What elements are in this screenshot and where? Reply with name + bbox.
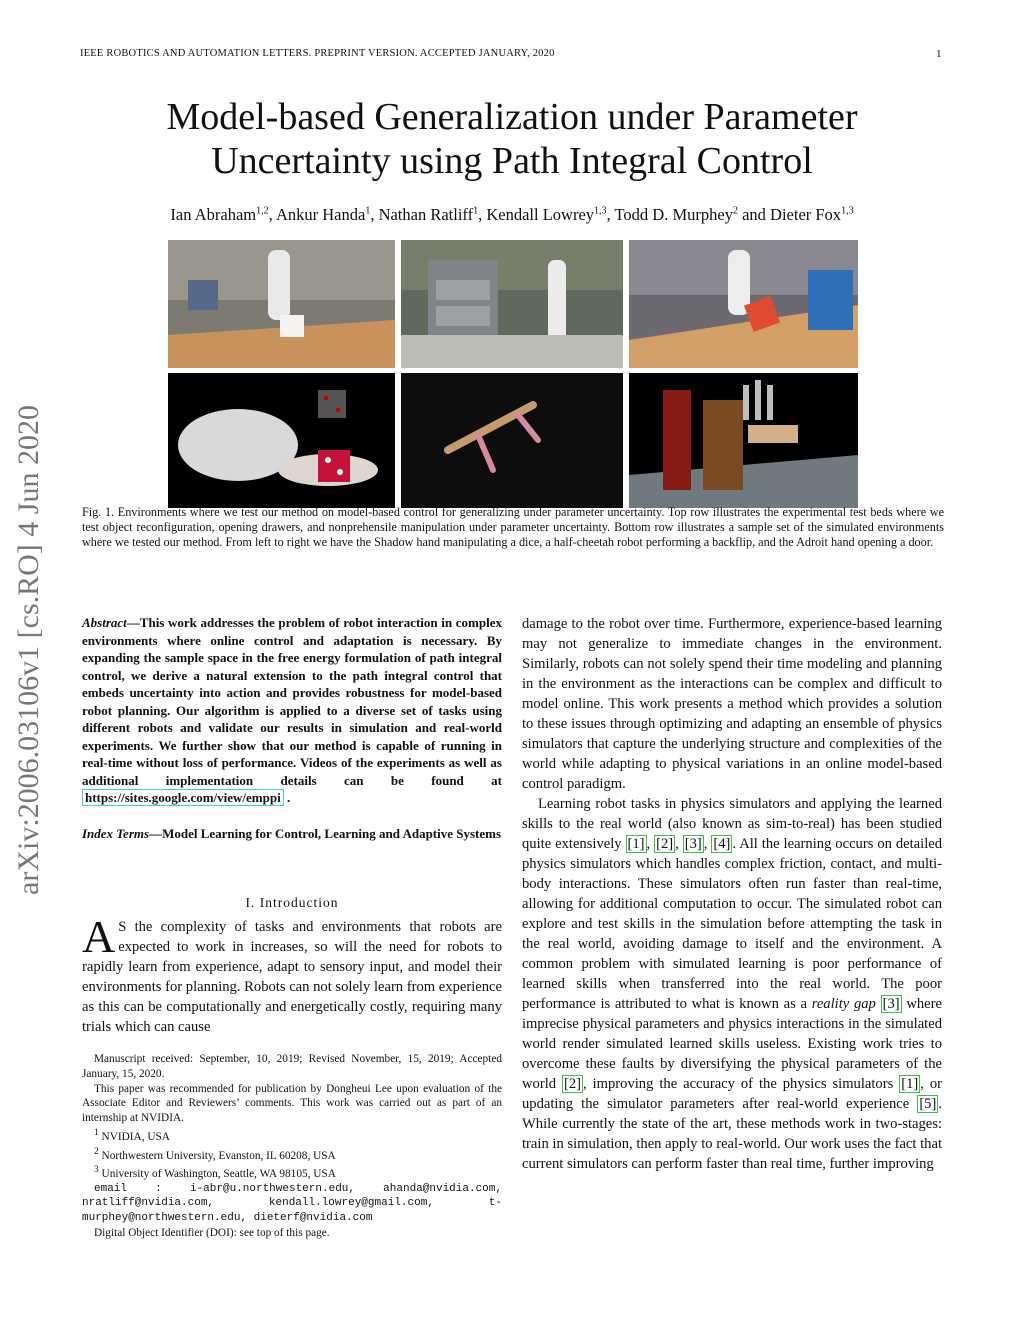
index-terms: Index Terms—Model Learning for Control, Learning and Adaptive Systems xyxy=(82,826,502,841)
citation-link[interactable]: [3] xyxy=(882,996,900,1012)
introduction-paragraph: A S the complexity of tasks and environments that robots are expected to work in increases, so will the need for robots to rapidly learn from experience, adapt to sensory input, and model their environments for planning. Robots can not solely learn from experience as this can be computationally and energetically costly, requiring many trials which can cause xyxy=(82,911,502,1035)
drop-cap: A xyxy=(82,911,116,962)
render-shadow-hand-dice xyxy=(168,373,395,508)
render-adroit-door xyxy=(629,373,858,508)
render-half-cheetah-backflip xyxy=(401,373,623,508)
photo-opening-drawers xyxy=(401,240,623,368)
paper-title: Model-based Generalization under Parameter Uncertainty using Path Integral Control xyxy=(166,96,858,182)
section-heading: I. Introduction xyxy=(245,895,339,910)
running-header: IEEE ROBOTICS AND AUTOMATION LETTERS. PREPRINT VERSION. ACCEPTED JANUARY, 2020 xyxy=(80,48,555,59)
author: Ian Abraham xyxy=(170,205,257,224)
author: Nathan Ratliff xyxy=(378,205,474,224)
footnotes: Manuscript received: September, 10, 2019; Revised November, 15, 2019; Accepted January, 15, 2020. This paper was recommended for publication by Dongheui Lee upon evaluation of the Associate Editor and Reviewers’ comments. This work was carried out as part of an internship at NVIDIA. $^1$ NVIDIA, USA $^2$ Northwestern University, Evanston, IL 60208, USA $^3$ University of Washington, Seattle, WA 98105, USA email : i-abr@u.northwestern.edu, ahanda@nvidia.com, nratliff@nvidia.com, kendall.lowrey@gmail.com, t-murphey@northwestern.edu, dieterf@nvidia.com Digital Object Identifier (DOI): see top of this page. xyxy=(82,1053,502,1240)
author: Dieter Fox xyxy=(770,205,842,224)
citation-link[interactable]: [3] xyxy=(684,836,702,852)
citation-link[interactable]: [1] xyxy=(901,1076,919,1092)
citation-link[interactable]: [1] xyxy=(627,836,645,852)
author: Todd D. Murphey xyxy=(614,205,733,224)
project-link[interactable]: https://sites.google.com/view/emppi xyxy=(82,789,284,806)
arxiv-sidebar-stamp: arXiv:2006.03106v1 [cs.RO] 4 Jun 2020 xyxy=(12,405,45,895)
figure-1-panels xyxy=(168,240,858,508)
citation-link[interactable]: [2] xyxy=(656,836,674,852)
photo-nonprehensile-manipulation xyxy=(629,240,858,368)
right-column-text: damage to the robot over time. Furthermore, experience-based learning may not generalize to immediate changes in the environment. Similarly, robots can not solely spend their time modeling and planning in the environment as the interactions can be complex and difficult to model online. This work presents a method which provides a solution to these issues through optimizing and adapting an ensemble of physics simulators that capture the underlying structure and complexities of the world while adapting to physical variations in an online model-based control paradigm. Learning robot tasks in physics simulators and applying the learned skills to the real world (also known as sim-to-real) has been studied quite extensively [1] , [2] , [3] , [4] . All the learning occurs on detailed physics simulators which handles complex friction, contact, and multi-body interactions. These simulators often run faster than real-time, allowing for additional computation to occur. The simulated robot can explore and test skills in the simulation before attempting the task in the real world, avoiding damage to itself and the environment. A common problem with simulated learning is poor performance of learned skills when transferred into the real world. The poor performance is attributed to what is known as a reality gap [3] where imprecise physical parameters and physics interactions in the simulated world render simulated learned skills useless. Existing work tries to overcome these faults by diversifying the physical parameters of the world [2] , improving the accuracy of the physics simulators [1] , or updating the simulator parameters after real-world experience [5] . While currently the state of the art, these methods work in two-stages: train in simulation, then apply to real-world. Our work uses the fact that current simulators can perform faster than real time, further improving xyxy=(522,616,943,1172)
abstract: Abstract—This work addresses the problem of robot interaction in complex environments where online control and adaptation is necessary. By expanding the sample space in the free energy formulation of path integral control, we derive a natural extension to the path integral control that embeds uncertainty into action and provides robustness for model-based robot planning. Our algorithm is applied to a diverse set of tasks using different robots and validate our results in simulation and real-world experiments. We further show that our method is capable of running in real-time without loss of performance. Videos of the experiments as well as additional implementation details can be found at https://sites.google.com/view/emppi . xyxy=(82,615,502,805)
photo-object-reconfiguration xyxy=(168,240,395,368)
author: Kendall Lowrey xyxy=(486,205,595,224)
figure-1-caption: Fig. 1. Environments where we test our method on model-based control for generalizing under parameter uncertainty. Top row illustrates the experimental test beds where we test object reconfiguration, opening drawers, and nonprehensile manipulation under parameter uncertainty. Bottom row illustrates a sample set of the simulated environments where we tested our method. From left to right we have the Shadow hand manipulating a dice, a half-cheetah robot performing a backflip, and the Adroit hand opening a door. xyxy=(82,505,944,549)
author: Ankur Handa xyxy=(275,205,366,224)
author-list: Ian Abraham$^{1,2}$, Ankur Handa$^1$, Nathan Ratliff$^1$, Kendall Lowrey$^{1,3}$, Todd D. Murphey$^2$ and Dieter Fox$^{1,3}$ xyxy=(170,205,854,224)
citation-link[interactable]: [2] xyxy=(563,1076,582,1092)
citation-link[interactable]: [4] xyxy=(713,836,731,852)
citation-link[interactable]: [5] xyxy=(919,1096,937,1112)
page-number: 1 xyxy=(936,48,942,60)
